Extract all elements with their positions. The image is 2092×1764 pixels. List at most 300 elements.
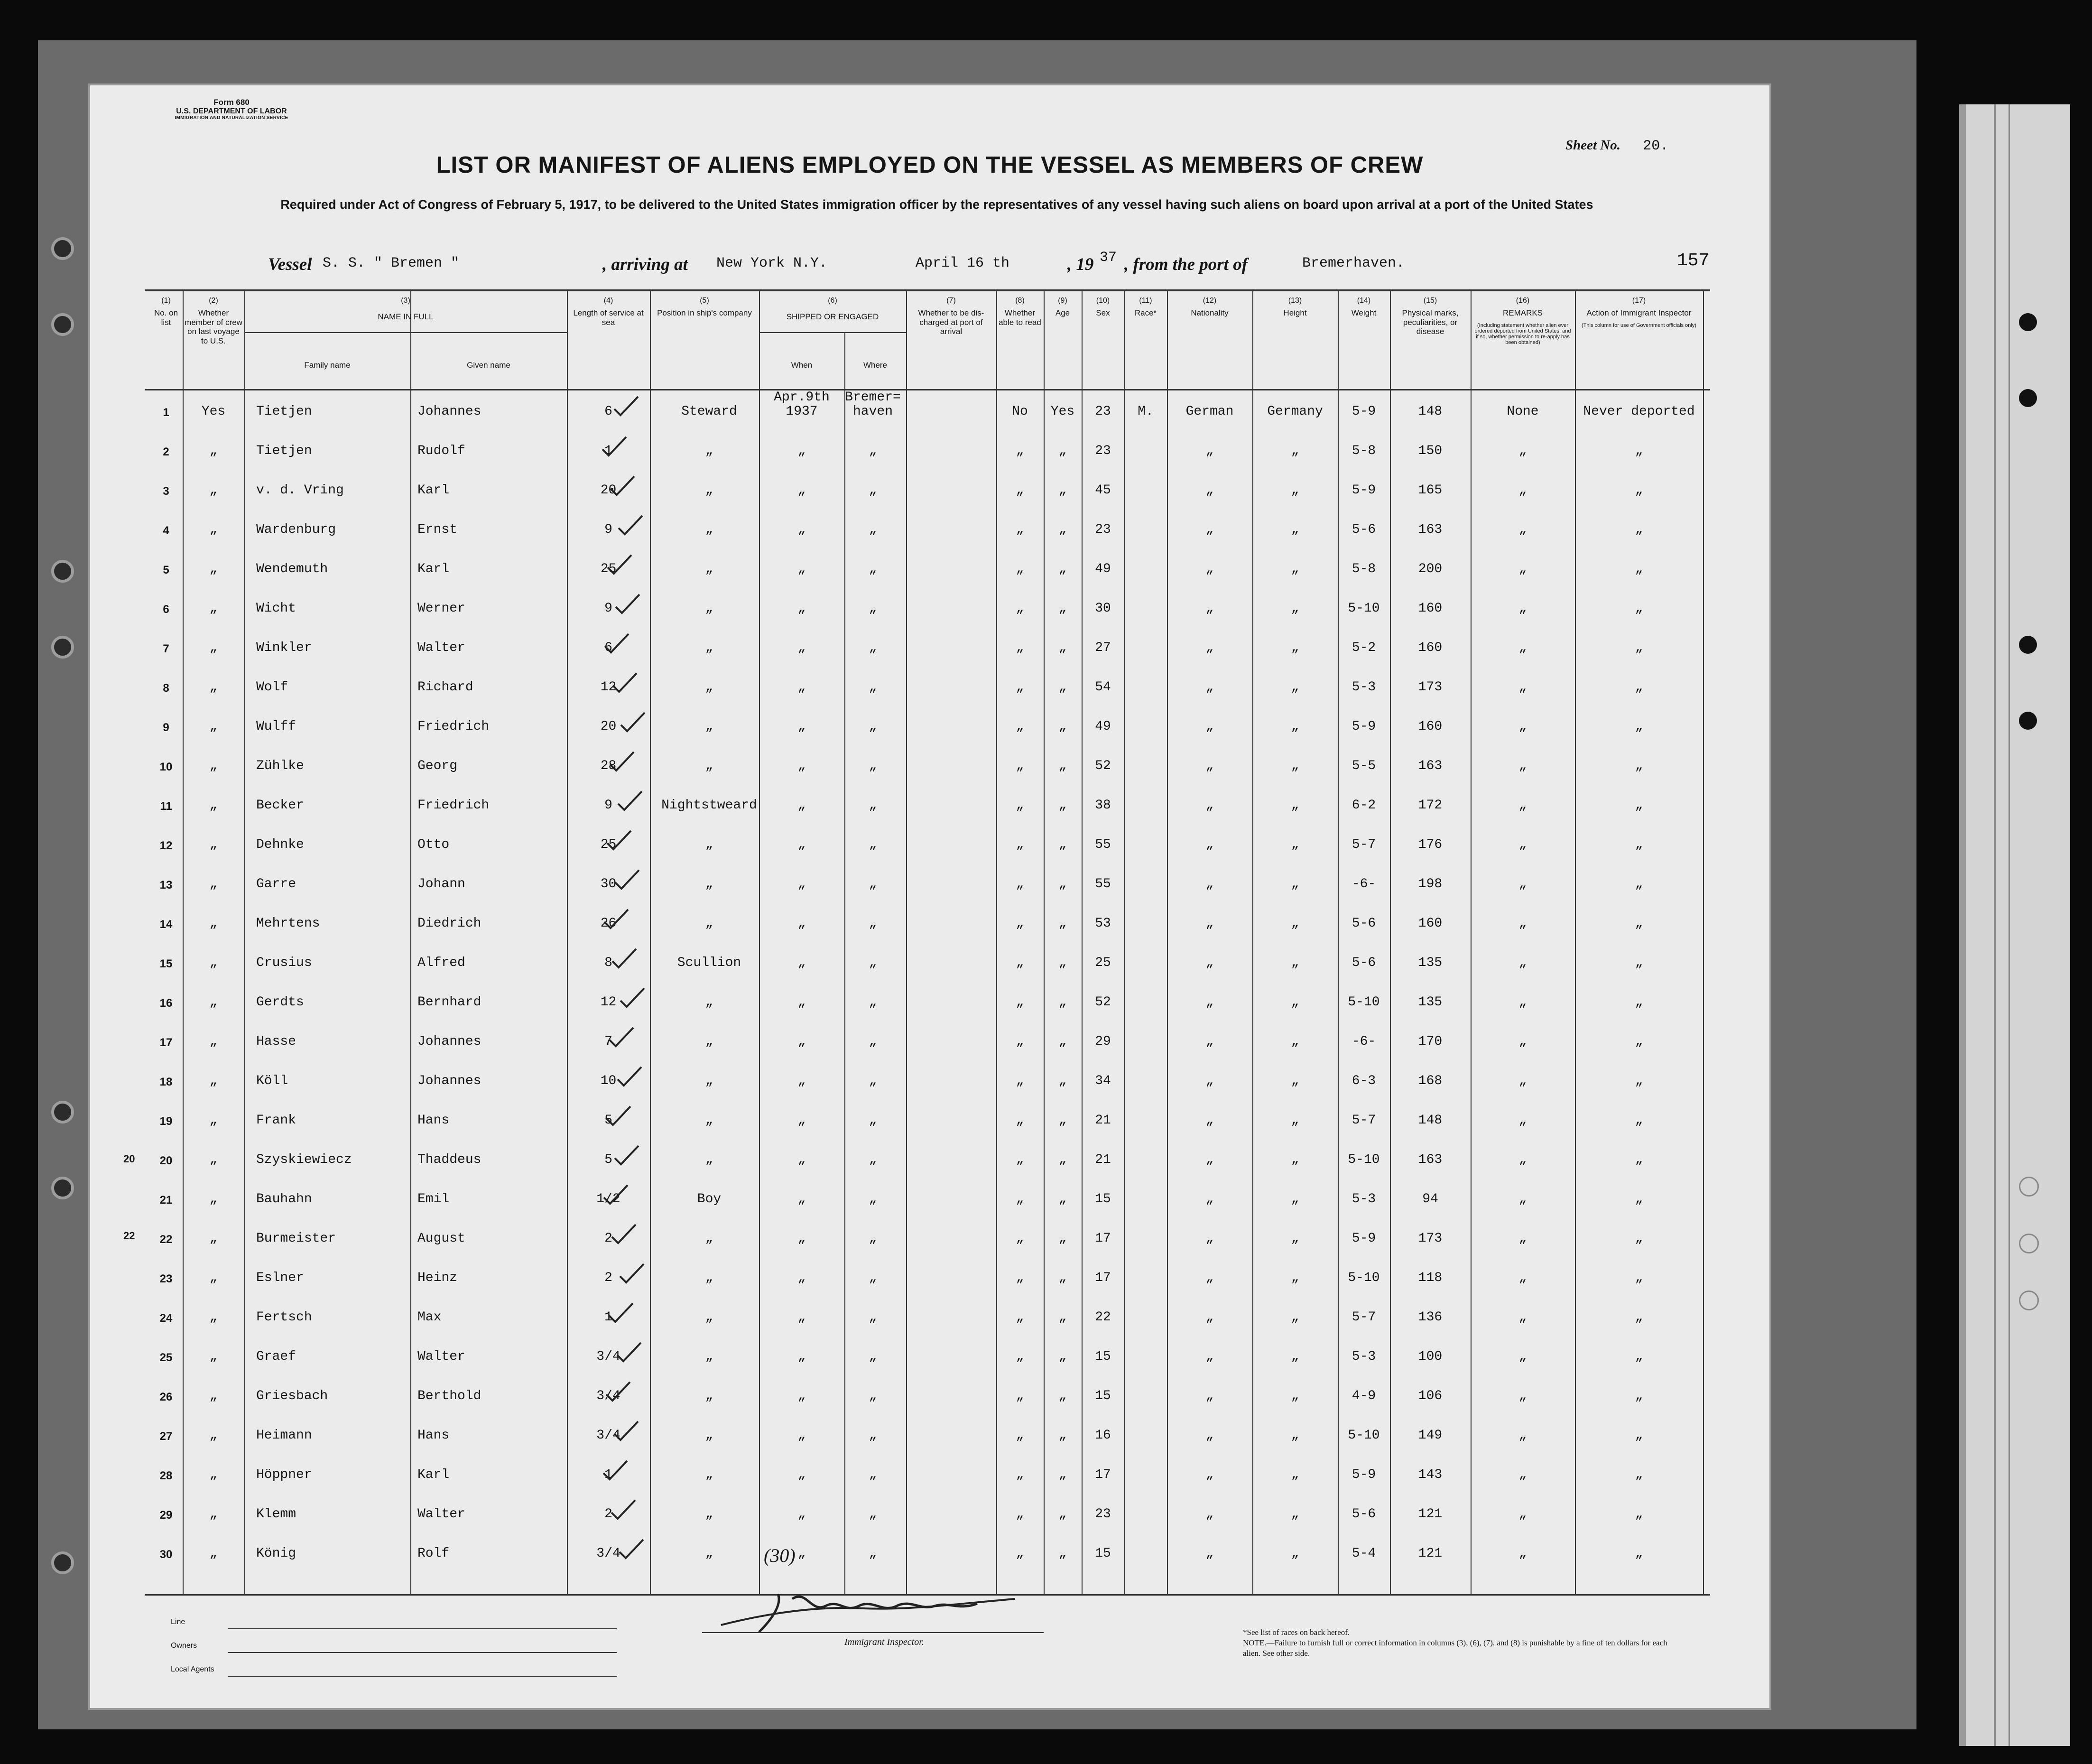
height: 5-9 bbox=[1351, 1467, 1376, 1482]
ditto-read: „ bbox=[1058, 522, 1067, 537]
family-name: Wendemuth bbox=[256, 562, 328, 576]
ditto-when: „ bbox=[797, 562, 806, 576]
ditto-read: „ bbox=[1058, 1152, 1067, 1167]
ditto-remarks: „ bbox=[1635, 680, 1643, 695]
height: 5-6 bbox=[1351, 522, 1376, 537]
ditto-when: „ bbox=[797, 1349, 806, 1364]
crew-on-last-voyage: Yes bbox=[201, 404, 226, 419]
table-column-rule bbox=[1703, 289, 1704, 1594]
service-length: 2 bbox=[604, 1271, 612, 1285]
age: 49 bbox=[1095, 719, 1111, 734]
ditto-read: „ bbox=[1058, 1192, 1067, 1207]
strip-hole bbox=[2019, 389, 2037, 407]
given-name: Georg bbox=[417, 759, 458, 773]
height: 5-3 bbox=[1351, 1349, 1376, 1364]
weight: 121 bbox=[1418, 1507, 1443, 1522]
row-number: 21 bbox=[159, 1194, 173, 1207]
family-name: Mehrtens bbox=[256, 916, 320, 931]
ditto-position: „ bbox=[705, 1310, 713, 1325]
row-number: 27 bbox=[159, 1430, 173, 1443]
row-number: 29 bbox=[159, 1509, 173, 1522]
position: Nightstweard bbox=[661, 798, 757, 813]
row-number: 7 bbox=[163, 642, 169, 655]
arriving-label: , arriving at bbox=[602, 255, 688, 274]
ditto-read: „ bbox=[1058, 601, 1067, 616]
age: 23 bbox=[1095, 444, 1111, 458]
ditto-when: „ bbox=[797, 1152, 806, 1167]
ditto-where: „ bbox=[869, 916, 877, 931]
departure-port: Bremerhaven. bbox=[1302, 255, 1405, 271]
column-number-10: (10) bbox=[1096, 297, 1110, 305]
table-column-rule bbox=[244, 289, 245, 1594]
ditto-race: „ bbox=[1205, 522, 1214, 537]
given-name: Walter bbox=[417, 641, 465, 655]
ditto-crew: „ bbox=[209, 1113, 218, 1128]
service-length: 20 bbox=[600, 719, 617, 734]
line-rule bbox=[228, 1628, 617, 1629]
age: 22 bbox=[1095, 1310, 1111, 1325]
row-number: 1 bbox=[163, 406, 169, 419]
ditto-read: „ bbox=[1058, 1546, 1067, 1561]
ditto-crew: „ bbox=[209, 641, 218, 655]
ditto-race: „ bbox=[1205, 1113, 1214, 1128]
ditto-when: „ bbox=[797, 601, 806, 616]
ditto-position: „ bbox=[705, 562, 713, 576]
family-name: Gerdts bbox=[256, 995, 304, 1010]
ditto-nationality: „ bbox=[1291, 956, 1299, 970]
column-subheader: Given name bbox=[467, 361, 510, 370]
height: 5-10 bbox=[1348, 995, 1380, 1010]
row-number: 12 bbox=[159, 839, 173, 852]
height: 5-10 bbox=[1348, 1428, 1380, 1443]
ditto-remarks: „ bbox=[1635, 1428, 1643, 1443]
ditto-race: „ bbox=[1205, 1074, 1214, 1088]
ditto-crew: „ bbox=[209, 483, 218, 498]
height: 5-3 bbox=[1351, 1192, 1376, 1207]
ditto-when: „ bbox=[797, 1428, 806, 1443]
weight: 200 bbox=[1418, 562, 1443, 576]
family-name: Tietjen bbox=[256, 404, 312, 419]
ditto-where: „ bbox=[869, 1310, 877, 1325]
ditto-when: „ bbox=[797, 444, 806, 458]
family-name: Zühlke bbox=[256, 759, 304, 773]
check-mark-icon bbox=[601, 1458, 629, 1482]
ditto-remarks: „ bbox=[1635, 1113, 1643, 1128]
service-length: 1/2 bbox=[596, 1192, 620, 1207]
weight: 160 bbox=[1418, 601, 1443, 616]
ditto-discharged: „ bbox=[1016, 1152, 1024, 1167]
ditto-crew: „ bbox=[209, 877, 218, 891]
weight: 150 bbox=[1418, 444, 1443, 458]
ditto-read: „ bbox=[1058, 798, 1067, 813]
ditto-position: „ bbox=[705, 759, 713, 773]
ditto-position: „ bbox=[705, 1271, 713, 1285]
ditto-marks: „ bbox=[1518, 1192, 1527, 1207]
ditto-when: „ bbox=[797, 522, 806, 537]
ditto-where: „ bbox=[869, 680, 877, 695]
row-number: 6 bbox=[163, 603, 169, 616]
ditto-marks: „ bbox=[1518, 1271, 1527, 1285]
height: 5-7 bbox=[1351, 837, 1376, 852]
column-number-5: (5) bbox=[700, 297, 709, 305]
weight: 100 bbox=[1418, 1349, 1443, 1364]
ditto-where: „ bbox=[869, 1113, 877, 1128]
ditto-read: „ bbox=[1058, 956, 1067, 970]
given-name: Johannes bbox=[417, 1034, 481, 1049]
ditto-marks: „ bbox=[1518, 522, 1527, 537]
family-name: Frank bbox=[256, 1113, 296, 1128]
check-mark-icon bbox=[612, 1419, 640, 1442]
table-column-rule bbox=[1124, 289, 1125, 1594]
height: 6-3 bbox=[1351, 1074, 1376, 1088]
ditto-discharged: „ bbox=[1016, 1467, 1024, 1482]
given-name: Rudolf bbox=[417, 444, 465, 458]
weight: 163 bbox=[1418, 759, 1443, 773]
ditto-crew: „ bbox=[209, 1467, 218, 1482]
family-name: Becker bbox=[256, 798, 304, 813]
row-number: 28 bbox=[159, 1469, 173, 1482]
service-length: 25 bbox=[600, 837, 617, 852]
ditto-race: „ bbox=[1205, 1271, 1214, 1285]
footnote bbox=[1243, 1627, 1670, 1659]
table-column-rule bbox=[410, 289, 411, 1594]
arrival-date: April 16 th bbox=[916, 255, 1010, 271]
row-number: 30 bbox=[159, 1548, 173, 1561]
column-number-9: (9) bbox=[1058, 297, 1067, 305]
ditto-read: „ bbox=[1058, 641, 1067, 655]
strip-ring bbox=[2019, 1234, 2039, 1253]
ditto-read: „ bbox=[1058, 1349, 1067, 1364]
ditto-remarks: „ bbox=[1635, 837, 1643, 852]
ditto-remarks: „ bbox=[1635, 956, 1643, 970]
ditto-marks: „ bbox=[1518, 1389, 1527, 1403]
ditto-marks: „ bbox=[1518, 1113, 1527, 1128]
check-mark-icon bbox=[613, 592, 642, 615]
ditto-crew: „ bbox=[209, 1034, 218, 1049]
given-name: Alfred bbox=[417, 956, 465, 970]
ditto-where: „ bbox=[869, 522, 877, 537]
ditto-where: „ bbox=[869, 1034, 877, 1049]
ditto-crew: „ bbox=[209, 1428, 218, 1443]
arrival-port: New York N.Y. bbox=[716, 255, 828, 271]
check-mark-icon bbox=[615, 1064, 644, 1088]
ditto-position: „ bbox=[705, 601, 713, 616]
ditto-nationality: „ bbox=[1291, 1231, 1299, 1246]
ditto-read: „ bbox=[1058, 1428, 1067, 1443]
check-mark-icon bbox=[615, 1340, 643, 1364]
arrival-year: 37 bbox=[1100, 250, 1117, 266]
ditto-discharged: „ bbox=[1016, 916, 1024, 931]
ditto-crew: „ bbox=[209, 798, 218, 813]
ditto-where: „ bbox=[869, 759, 877, 773]
given-name: Ernst bbox=[417, 522, 458, 537]
weight: 173 bbox=[1418, 680, 1443, 695]
position: Steward bbox=[681, 404, 737, 419]
weight: 118 bbox=[1418, 1271, 1443, 1285]
column-number-14: (14) bbox=[1357, 297, 1371, 305]
column-number-17: (17) bbox=[1632, 297, 1646, 305]
ditto-marks: „ bbox=[1518, 837, 1527, 852]
ditto-where: „ bbox=[869, 601, 877, 616]
ditto-read: „ bbox=[1058, 1074, 1067, 1088]
row-number: 19 bbox=[159, 1115, 173, 1128]
ditto-discharged: „ bbox=[1016, 995, 1024, 1010]
service-length: 3/4 bbox=[596, 1389, 620, 1403]
row-number: 26 bbox=[159, 1391, 173, 1403]
ditto-when: „ bbox=[797, 1271, 806, 1285]
service-name: IMMIGRATION AND NATURALIZATION SERVICE bbox=[175, 115, 288, 121]
service-length: 8 bbox=[604, 956, 612, 970]
vessel-label: Vessel bbox=[268, 255, 312, 274]
ditto-nationality: „ bbox=[1291, 1113, 1299, 1128]
column-header-4: Length of service at sea bbox=[573, 308, 644, 327]
service-length: 1 bbox=[604, 444, 612, 458]
family-name: Bauhahn bbox=[256, 1192, 312, 1207]
ditto-position: „ bbox=[705, 837, 713, 852]
check-mark-icon bbox=[618, 1261, 646, 1285]
ditto-remarks: „ bbox=[1635, 641, 1643, 655]
given-name: Otto bbox=[417, 837, 450, 852]
ditto-position: „ bbox=[705, 1428, 713, 1443]
strip-ring bbox=[2019, 1177, 2039, 1197]
ditto-position: „ bbox=[705, 522, 713, 537]
row-number: 4 bbox=[163, 524, 169, 537]
ditto-position: „ bbox=[705, 641, 713, 655]
family-name: Höppner bbox=[256, 1467, 312, 1482]
ditto-where: „ bbox=[869, 1271, 877, 1285]
age: 15 bbox=[1095, 1192, 1111, 1207]
given-name: Friedrich bbox=[417, 798, 490, 813]
column-number-12: (12) bbox=[1203, 297, 1217, 305]
shipped-where: Bremer= bbox=[845, 390, 901, 405]
family-name: Köll bbox=[256, 1074, 288, 1088]
ditto-when: „ bbox=[797, 1034, 806, 1049]
ditto-race: „ bbox=[1205, 444, 1214, 458]
given-name: Walter bbox=[417, 1507, 465, 1522]
row-number: 16 bbox=[159, 997, 173, 1010]
ditto-when: „ bbox=[797, 995, 806, 1010]
row-number: 13 bbox=[159, 879, 173, 891]
ditto-crew: „ bbox=[209, 719, 218, 734]
ditto-when: „ bbox=[797, 1389, 806, 1403]
ditto-crew: „ bbox=[209, 1546, 218, 1561]
height: -6- bbox=[1351, 1034, 1376, 1049]
page-number: 157 bbox=[1677, 251, 1710, 271]
ditto-where: „ bbox=[869, 641, 877, 655]
ditto-read: „ bbox=[1058, 1467, 1067, 1482]
ditto-where: „ bbox=[869, 483, 877, 498]
height: 5-6 bbox=[1351, 916, 1376, 931]
ditto-race: „ bbox=[1205, 601, 1214, 616]
ditto-where: „ bbox=[869, 1192, 877, 1207]
service-length: 20 bbox=[600, 483, 617, 498]
punch-hole bbox=[51, 313, 74, 336]
row-number: 23 bbox=[159, 1272, 173, 1285]
ditto-read: „ bbox=[1058, 1389, 1067, 1403]
column-number-11: (11) bbox=[1139, 297, 1152, 305]
column-header-11: Race* bbox=[1134, 308, 1157, 317]
ditto-read: „ bbox=[1058, 680, 1067, 695]
column-number-1: (1) bbox=[161, 297, 171, 305]
ditto-marks: „ bbox=[1518, 759, 1527, 773]
column-header-16: REMARKS bbox=[1502, 308, 1543, 317]
punch-hole bbox=[51, 560, 74, 583]
ditto-when: „ bbox=[797, 877, 806, 891]
family-name: Hasse bbox=[256, 1034, 296, 1049]
ditto-discharged: „ bbox=[1016, 483, 1024, 498]
weight: 165 bbox=[1418, 483, 1443, 498]
ditto-crew: „ bbox=[209, 522, 218, 537]
ditto-discharged: „ bbox=[1016, 837, 1024, 852]
ditto-race: „ bbox=[1205, 1310, 1214, 1325]
owners-rule bbox=[228, 1652, 617, 1653]
ditto-read: „ bbox=[1058, 1271, 1067, 1285]
ditto-where: „ bbox=[869, 798, 877, 813]
age: 29 bbox=[1095, 1034, 1111, 1049]
service-length: 3/4 bbox=[596, 1546, 620, 1561]
weight: 198 bbox=[1418, 877, 1443, 891]
form-number: Form 680 bbox=[213, 98, 250, 107]
table-header-rule bbox=[145, 389, 1710, 390]
ditto-discharged: „ bbox=[1016, 444, 1024, 458]
ditto-marks: „ bbox=[1518, 877, 1527, 891]
department-name: U.S. DEPARTMENT OF LABOR bbox=[176, 107, 287, 115]
height: 5-9 bbox=[1351, 483, 1376, 498]
page-subtitle: Required under Act of Congress of February 5, 1917, to be delivered to the United States immigration officer by the representatives of any vessel having such aliens on board upon arrival at a port of the United States bbox=[280, 197, 1593, 212]
ditto-marks: „ bbox=[1518, 719, 1527, 734]
given-name: Karl bbox=[417, 483, 450, 498]
ditto-read: „ bbox=[1058, 1113, 1067, 1128]
age: 27 bbox=[1095, 641, 1111, 655]
sheet-value: 20. bbox=[1643, 138, 1669, 154]
height: 5-9 bbox=[1351, 404, 1376, 419]
column-header-17: Action of Immigrant Inspector bbox=[1586, 308, 1692, 317]
height: 5-5 bbox=[1351, 759, 1376, 773]
age: 15 bbox=[1095, 1389, 1111, 1403]
weight: 143 bbox=[1418, 1467, 1443, 1482]
column-number-16: (16) bbox=[1516, 297, 1530, 305]
manifest-sheet bbox=[90, 85, 1769, 1708]
ditto-race: „ bbox=[1205, 837, 1214, 852]
family-name: Graef bbox=[256, 1349, 296, 1364]
given-name: Walter bbox=[417, 1349, 465, 1364]
ditto-when: „ bbox=[797, 1113, 806, 1128]
column-number-3: (3) bbox=[401, 297, 410, 305]
ditto-marks: „ bbox=[1518, 1231, 1527, 1246]
weight: 170 bbox=[1418, 1034, 1443, 1049]
ditto-position: „ bbox=[705, 680, 713, 695]
ditto-nationality: „ bbox=[1291, 916, 1299, 931]
ditto-crew: „ bbox=[209, 444, 218, 458]
race-note: *See list of races on back hereof. bbox=[1243, 1628, 1350, 1637]
check-mark-icon bbox=[613, 867, 641, 891]
ditto-marks: „ bbox=[1518, 680, 1527, 695]
ditto-remarks: „ bbox=[1635, 444, 1643, 458]
weight: 163 bbox=[1418, 1152, 1443, 1167]
ditto-race: „ bbox=[1205, 1428, 1214, 1443]
ditto-remarks: „ bbox=[1635, 1074, 1643, 1088]
given-name: Johannes bbox=[417, 1074, 481, 1088]
check-mark-icon bbox=[616, 513, 645, 537]
given-name: Berthold bbox=[417, 1389, 481, 1403]
service-length: 2 bbox=[604, 1231, 612, 1246]
ditto-position: „ bbox=[705, 444, 713, 458]
service-length: 7 bbox=[604, 1034, 612, 1049]
family-name: Wicht bbox=[256, 601, 296, 616]
service-length: 12 bbox=[600, 680, 617, 695]
ditto-race: „ bbox=[1205, 798, 1214, 813]
ditto-read: „ bbox=[1058, 1507, 1067, 1522]
given-name: Johannes bbox=[417, 404, 481, 419]
service-length: 6 bbox=[604, 404, 612, 419]
column-subheader: Where bbox=[863, 361, 888, 370]
ditto-where: „ bbox=[869, 1546, 877, 1561]
check-mark-icon bbox=[618, 985, 647, 1009]
ditto-discharged: „ bbox=[1016, 562, 1024, 576]
column-header-2: Whether member of crew on last voyage to U.S. bbox=[185, 308, 242, 345]
ditto-marks: „ bbox=[1518, 483, 1527, 498]
ditto-nationality: „ bbox=[1291, 1546, 1299, 1561]
ditto-discharged: „ bbox=[1016, 1271, 1024, 1285]
check-mark-icon bbox=[605, 552, 634, 576]
column-header-6: SHIPPED OR ENGAGED bbox=[786, 312, 879, 321]
ditto-where: „ bbox=[869, 877, 877, 891]
ditto-race: „ bbox=[1205, 1507, 1214, 1522]
ditto-race: „ bbox=[1205, 1192, 1214, 1207]
check-mark-icon bbox=[610, 946, 639, 970]
ditto-marks: „ bbox=[1518, 995, 1527, 1010]
given-name: Karl bbox=[417, 562, 450, 576]
age: 49 bbox=[1095, 562, 1111, 576]
given-name: Karl bbox=[417, 1467, 450, 1482]
ditto-crew: „ bbox=[209, 680, 218, 695]
service-length: 25 bbox=[600, 562, 617, 576]
ditto-remarks: „ bbox=[1635, 1271, 1643, 1285]
service-length: 1 bbox=[604, 1467, 612, 1482]
ditto-race: „ bbox=[1205, 1034, 1214, 1049]
weight: 160 bbox=[1418, 719, 1443, 734]
check-mark-icon bbox=[612, 394, 640, 418]
family-name: Garre bbox=[256, 877, 296, 891]
family-name: Szyskiewiecz bbox=[256, 1152, 352, 1167]
age: 16 bbox=[1095, 1428, 1111, 1443]
margin-mark-20: 20 bbox=[123, 1153, 135, 1165]
age: 23 bbox=[1095, 1507, 1111, 1522]
ditto-marks: „ bbox=[1518, 1074, 1527, 1088]
given-name: Max bbox=[417, 1310, 442, 1325]
inspector-signature bbox=[712, 1580, 1044, 1637]
ditto-position: „ bbox=[705, 1034, 713, 1049]
check-mark-icon bbox=[605, 828, 633, 852]
ditto-discharged: „ bbox=[1016, 798, 1024, 813]
ditto-discharged: „ bbox=[1016, 1113, 1024, 1128]
ditto-position: „ bbox=[705, 1113, 713, 1128]
ditto-where: „ bbox=[869, 444, 877, 458]
height: 5-2 bbox=[1351, 641, 1376, 655]
height: 6-2 bbox=[1351, 798, 1376, 813]
ditto-discharged: „ bbox=[1016, 719, 1024, 734]
ditto-crew: „ bbox=[209, 1192, 218, 1207]
row-number: 20 bbox=[159, 1154, 173, 1167]
ditto-where: „ bbox=[869, 562, 877, 576]
ditto-remarks: „ bbox=[1635, 601, 1643, 616]
height: 5-10 bbox=[1348, 1152, 1380, 1167]
weight: 121 bbox=[1418, 1546, 1443, 1561]
sex: M. bbox=[1138, 404, 1154, 419]
row-number: 3 bbox=[163, 485, 169, 498]
ditto-nationality: „ bbox=[1291, 798, 1299, 813]
ditto-race: „ bbox=[1205, 1389, 1214, 1403]
